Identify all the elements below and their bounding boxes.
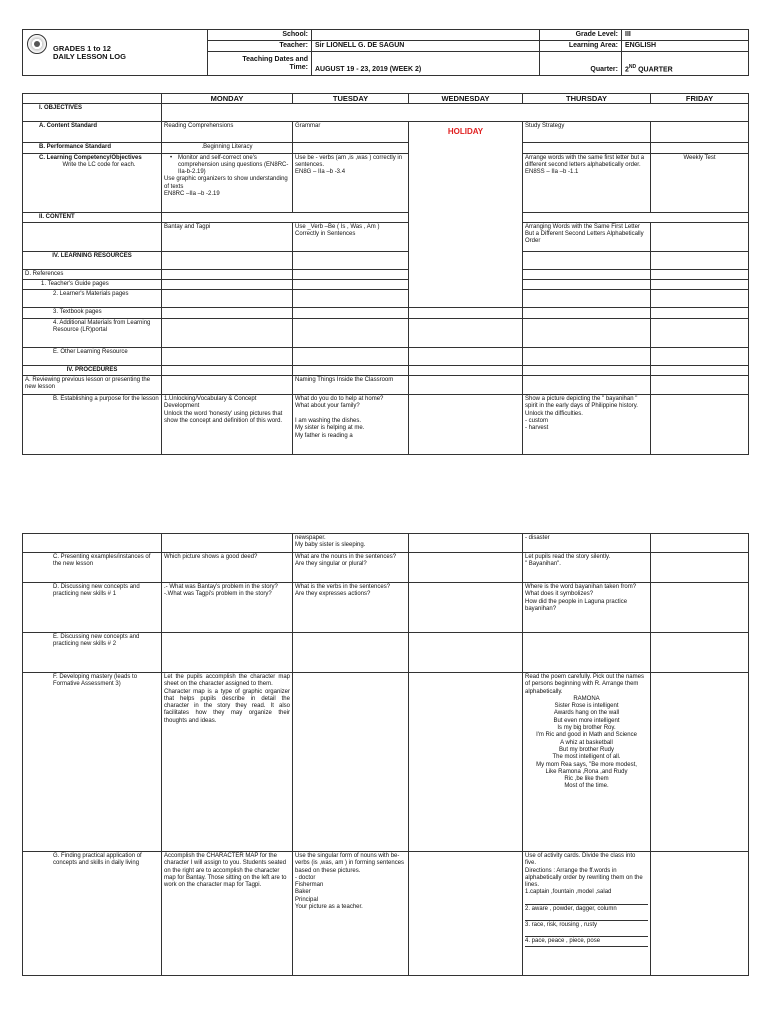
rev-wed bbox=[409, 376, 523, 395]
mastery-wed bbox=[409, 673, 523, 852]
or-fri bbox=[651, 347, 749, 365]
poem-line: But even more intelligent bbox=[553, 717, 620, 724]
am-tue bbox=[293, 318, 409, 347]
label-competency-line1: C. Learning Competency/Objectives bbox=[39, 154, 142, 161]
row-presenting bbox=[23, 553, 749, 583]
label-reviewing: A. Reviewing previous lesson or presenting the new lesson bbox=[23, 376, 162, 395]
performance-standard-mon: .Beginning Literacy bbox=[162, 143, 293, 153]
days-header-blank bbox=[23, 94, 162, 104]
ref-tue bbox=[293, 269, 409, 279]
content-tue: Use _Verb –Be ( Is , Was , Am ) Correctly in Sentences bbox=[293, 222, 409, 251]
mastery-fri bbox=[651, 673, 749, 852]
or-wed bbox=[409, 347, 523, 365]
content-thu: Arranging Words with the Same First Letter But a Different Second Letters Alphabetically Order bbox=[523, 222, 651, 251]
label-competency bbox=[23, 153, 162, 212]
label-procedures: IV. PROCEDURES bbox=[23, 365, 162, 375]
row-discussing1 bbox=[23, 583, 749, 633]
lr-mon bbox=[162, 251, 293, 269]
school-value bbox=[312, 30, 540, 41]
or-tue bbox=[293, 347, 409, 365]
grade-label: Grade Level: bbox=[540, 30, 622, 41]
label-performance-standard: B. Performance Standard bbox=[23, 143, 162, 153]
label-objectives: I. OBJECTIVES bbox=[23, 104, 162, 122]
day-friday: FRIDAY bbox=[651, 94, 749, 104]
ref-fri bbox=[651, 269, 749, 279]
objectives-cell bbox=[162, 104, 749, 122]
label-mastery: F. Developing mastery (leads to Formative Assessment 3) bbox=[23, 673, 162, 852]
practical-fri bbox=[651, 852, 749, 976]
dates-label bbox=[208, 52, 312, 76]
practical-thu-intro: Use of activity cards. Divide the class into five. Directions : Arrange the ff.words in alphabetically order by rewriting them on the lines. bbox=[525, 853, 643, 889]
cont-wed bbox=[409, 534, 523, 553]
competency-tue: Use be - verbs (am ,is ,was ) correctly in sentences. EN8G – IIa –b -3.4 bbox=[293, 153, 409, 212]
presenting-mon: Which picture shows a good deed? bbox=[162, 553, 293, 583]
poem-line: My mom Rea says, "Be more modest, bbox=[536, 761, 637, 768]
d1-fri bbox=[651, 583, 749, 633]
lm-fri bbox=[651, 290, 749, 308]
mastery-thu bbox=[523, 673, 651, 852]
or-thu bbox=[523, 347, 651, 365]
establishing-thu: Show a picture depicting the " bayanihan " spirit in the early days of Philippine history. Unlock the difficulties. - custom - harvest bbox=[523, 395, 651, 455]
lr-fri bbox=[651, 251, 749, 269]
poem-line: Awards hang on the wall bbox=[553, 710, 620, 717]
row-references bbox=[23, 269, 749, 279]
row-procedures bbox=[23, 365, 749, 375]
proc-wed bbox=[409, 365, 523, 375]
performance-standard-thu bbox=[523, 143, 651, 153]
content-blank-thu-fri bbox=[523, 212, 749, 222]
label-references: D. References bbox=[23, 269, 162, 279]
header-title-line2: DAILY LESSON LOG bbox=[53, 51, 126, 61]
teacher-label: Teacher: bbox=[208, 41, 312, 52]
row-content bbox=[23, 212, 749, 222]
ref-mon bbox=[162, 269, 293, 279]
competency-mon-text3: EN8RC –IIa –b -2.19 bbox=[164, 191, 220, 198]
row-textbook-pages bbox=[23, 308, 749, 318]
label-discussing1: D. Discussing new concepts and practicing new skills # 1 bbox=[23, 583, 162, 633]
mastery-tue bbox=[293, 673, 409, 852]
content-standard-fri bbox=[651, 122, 749, 143]
row-learning-resources bbox=[23, 251, 749, 269]
poem-line: Sister Rose is intelligent bbox=[554, 703, 619, 710]
establishing-tue: What do you do to help at home? What about your family? I am washing the dishes. My sister is helping at me. My father is reading a bbox=[293, 395, 409, 455]
content-fri bbox=[651, 222, 749, 251]
label-lm-pages: 2. Learner's Materials pages bbox=[23, 290, 162, 308]
label-textbook-pages: 3. Textbook pages bbox=[23, 308, 162, 318]
area-label: Learning Area: bbox=[540, 41, 622, 52]
practical-mon: Accomplish the CHARACTER MAP for the character I will assign to you. Students seated on the right are to accomplish the character map for Bantay. Those sitting on the left are to work on the character map for Tagpi. bbox=[162, 852, 293, 976]
row-other-resources bbox=[23, 347, 749, 365]
est-fri bbox=[651, 395, 749, 455]
tg-thu bbox=[523, 280, 651, 290]
content-standard-tue: Grammar bbox=[293, 122, 409, 143]
holiday-cell bbox=[409, 122, 523, 308]
lr-thu bbox=[523, 251, 651, 269]
poem-line: Is my big brother Roy. bbox=[557, 725, 616, 732]
teacher-value: Sir LIONELL G. DE SAGUN bbox=[312, 41, 540, 52]
tg-mon bbox=[162, 280, 293, 290]
competency-mon bbox=[162, 153, 293, 212]
mastery-thu-intro: Read the poem carefully. Pick out the names of persons beginning with R. Arrange them alphabetically. bbox=[525, 674, 644, 695]
label-content: II. CONTENT bbox=[23, 212, 162, 222]
days-header-row bbox=[23, 94, 749, 104]
row-mastery bbox=[23, 673, 749, 852]
dates-value: AUGUST 19 - 23, 2019 (WEEK 2) bbox=[312, 52, 540, 76]
poem-line: RAMONA bbox=[573, 695, 600, 702]
poem-line: I'm Ric and good in Math and Science bbox=[536, 732, 637, 739]
tb-thu bbox=[523, 308, 651, 318]
label-other-resources: E. Other Learning Resource bbox=[23, 347, 162, 365]
tb-tue bbox=[293, 308, 409, 318]
lm-mon bbox=[162, 290, 293, 308]
rev-mon bbox=[162, 376, 293, 395]
poem-line: A whiz at basketball bbox=[560, 739, 613, 746]
lr-tue bbox=[293, 251, 409, 269]
header-title-line1: GRADES 1 to 12 bbox=[53, 43, 111, 53]
dates-label-line2: Time: bbox=[289, 63, 308, 71]
row-content-values bbox=[23, 222, 749, 251]
reviewing-tue: Naming Things Inside the Classroom bbox=[293, 376, 409, 395]
pres-fri bbox=[651, 553, 749, 583]
poem-line: Ric ,be like them bbox=[564, 776, 609, 783]
quarter-suffix: ND bbox=[628, 63, 637, 70]
row-establishing bbox=[23, 395, 749, 455]
content-standard-mon: Reading Comprehensions bbox=[162, 122, 293, 143]
d1-wed bbox=[409, 583, 523, 633]
presenting-tue: What are the nouns in the sentences? Are they singular or plural? bbox=[293, 553, 409, 583]
quarter-word: QUARTER bbox=[636, 66, 673, 73]
poem-line: Like Ramona ,Rona ,and Rudy bbox=[545, 768, 628, 775]
rev-fri bbox=[651, 376, 749, 395]
content-values-label bbox=[23, 222, 162, 251]
practical-wed bbox=[409, 852, 523, 976]
lm-thu bbox=[523, 290, 651, 308]
row-discussing2 bbox=[23, 633, 749, 673]
row-lm-pages bbox=[23, 290, 749, 308]
lesson-table-page2 bbox=[22, 533, 749, 976]
header-logo-cell bbox=[23, 30, 208, 76]
grade-value: III bbox=[622, 30, 749, 41]
content-mon: Bantay and Tagpi bbox=[162, 222, 293, 251]
est-wed bbox=[409, 395, 523, 455]
row-objectives bbox=[23, 104, 749, 122]
competency-mon-text2: Use graphic organizers to show understanding of texts bbox=[164, 176, 288, 190]
am-fri bbox=[651, 318, 749, 347]
d2-wed bbox=[409, 633, 523, 673]
practical-thu-item: 4. pace, peace , piece, pose bbox=[525, 938, 648, 946]
tb-wed bbox=[409, 308, 523, 318]
practical-thu-item: 3. race, risk, rousing , rusty bbox=[525, 922, 648, 937]
school-label: School: bbox=[208, 30, 312, 41]
holiday-label: HOLIDAY bbox=[447, 127, 484, 137]
mastery-mon: Let the pupils accomplish the character map sheet on the character assigned to them. Character map is a type of graphic organizer that helps pupils describe in detail the character in the story they read. It also facilitates how they may organize their thoughts and ideas. bbox=[162, 673, 293, 852]
competency-fri: Weekly Test bbox=[651, 153, 749, 212]
competency-thu: Arrange words with the same first letter but a different second letters alphabetically order. EN8SS – IIa –b -1.1 bbox=[523, 153, 651, 212]
row-tg-pages bbox=[23, 280, 749, 290]
d2-mon bbox=[162, 633, 293, 673]
pres-wed bbox=[409, 553, 523, 583]
label-presenting: C. Presenting examples/instances of the new lesson bbox=[23, 553, 162, 583]
proc-mon bbox=[162, 365, 293, 375]
d2-thu bbox=[523, 633, 651, 673]
row-practical bbox=[23, 852, 749, 976]
am-mon bbox=[162, 318, 293, 347]
rev-thu bbox=[523, 376, 651, 395]
proc-thu bbox=[523, 365, 651, 375]
dates-label-line1: Teaching Dates and bbox=[242, 55, 308, 63]
day-monday: MONDAY bbox=[162, 94, 293, 104]
presenting-thu: Let pupils read the story silently. " Bayanihan". bbox=[523, 553, 651, 583]
ref-thu bbox=[523, 269, 651, 279]
area-value: ENGLISH bbox=[622, 41, 749, 52]
proc-tue bbox=[293, 365, 409, 375]
day-thursday: THURSDAY bbox=[523, 94, 651, 104]
d2-tue bbox=[293, 633, 409, 673]
row-additional-materials bbox=[23, 318, 749, 347]
practical-thu bbox=[523, 852, 651, 976]
competency-mon-bullet bbox=[164, 155, 290, 177]
tb-mon bbox=[162, 308, 293, 318]
content-standard-thu: Study Strategy bbox=[523, 122, 651, 143]
practical-tue: Use the singular form of nouns with be-verbs (is ,was, am ) in forming sentences based on these pictures. - doctor Fisherman Baker Principal Your picture as a teacher. bbox=[293, 852, 409, 976]
performance-standard-tue bbox=[293, 143, 409, 153]
am-wed bbox=[409, 318, 523, 347]
d2-fri bbox=[651, 633, 749, 673]
poem-line: Most of the time. bbox=[564, 783, 609, 790]
label-additional-materials: 4. Additional Materials from Learning Resource (LR)portal bbox=[23, 318, 162, 347]
proc-fri bbox=[651, 365, 749, 375]
row-continuation bbox=[23, 534, 749, 553]
quarter-number: 2 bbox=[625, 66, 629, 73]
content-blank-mon-tue bbox=[162, 212, 409, 222]
deped-seal-icon bbox=[27, 34, 47, 54]
label-practical: G. Finding practical application of concepts and skills in daily living bbox=[23, 852, 162, 976]
discussing1-thu: Where is the word bayanihan taken from? What does it symbolizes? How did the people in Laguna practice bayanihan? bbox=[523, 583, 651, 633]
label-discussing2: E. Discussing new concepts and practicing new skills # 2 bbox=[23, 633, 162, 673]
quarter-label: Quarter: bbox=[540, 52, 622, 76]
poem-line: The most intelligent of all. bbox=[552, 754, 621, 761]
row-performance-standard bbox=[23, 143, 749, 153]
or-mon bbox=[162, 347, 293, 365]
discussing1-mon: .- What was Bantay's problem in the story? -.What was Tagpi's problem in the story? bbox=[162, 583, 293, 633]
cont-thu: - disaster bbox=[523, 534, 651, 553]
label-competency-line2: Write the LC code for each. bbox=[62, 161, 136, 168]
competency-mon-text1: Monitor and self-correct one's comprehension using questions (EN8RC-IIa-b-2.19) bbox=[178, 154, 289, 176]
tb-fri bbox=[651, 308, 749, 318]
tg-tue bbox=[293, 280, 409, 290]
label-establishing: B. Establishing a purpose for the lesson bbox=[23, 395, 162, 455]
cont-tue: newspaper. My baby sister is sleeping. bbox=[293, 534, 409, 553]
poem-line: But my brother Rudy bbox=[558, 746, 615, 753]
row-competency bbox=[23, 153, 749, 212]
label-content-standard: A. Content Standard bbox=[23, 122, 162, 143]
establishing-mon: 1.Unlocking/Vocabulary & Concept Development Unlock the word 'honesty' using pictures that show the concept and definition of this word. bbox=[162, 395, 293, 455]
cont-mon bbox=[162, 534, 293, 553]
performance-standard-fri bbox=[651, 143, 749, 153]
bullet-icon: • bbox=[169, 154, 173, 161]
practical-thu-item: 1.captain ,fountain ,model ,salad bbox=[525, 889, 648, 904]
header-table bbox=[22, 29, 749, 76]
label-tg-pages: 1. Teacher's Guide pages bbox=[23, 280, 162, 290]
day-tuesday: TUESDAY bbox=[293, 94, 409, 104]
tg-fri bbox=[651, 280, 749, 290]
cont-fri bbox=[651, 534, 749, 553]
discussing1-tue: What is the verbs in the sentences? Are they expresses actions? bbox=[293, 583, 409, 633]
row-content-standard bbox=[23, 122, 749, 143]
label-learning-resources: IV. LEARNING RESOURCES bbox=[23, 251, 162, 269]
cont-label bbox=[23, 534, 162, 553]
am-thu bbox=[523, 318, 651, 347]
practical-thu-item: 2. aware , powder, dagger, column bbox=[525, 906, 648, 921]
row-reviewing bbox=[23, 376, 749, 395]
day-wednesday: WEDNESDAY bbox=[409, 94, 523, 104]
lesson-table-page1 bbox=[22, 93, 749, 455]
quarter-value bbox=[622, 52, 749, 76]
lm-tue bbox=[293, 290, 409, 308]
